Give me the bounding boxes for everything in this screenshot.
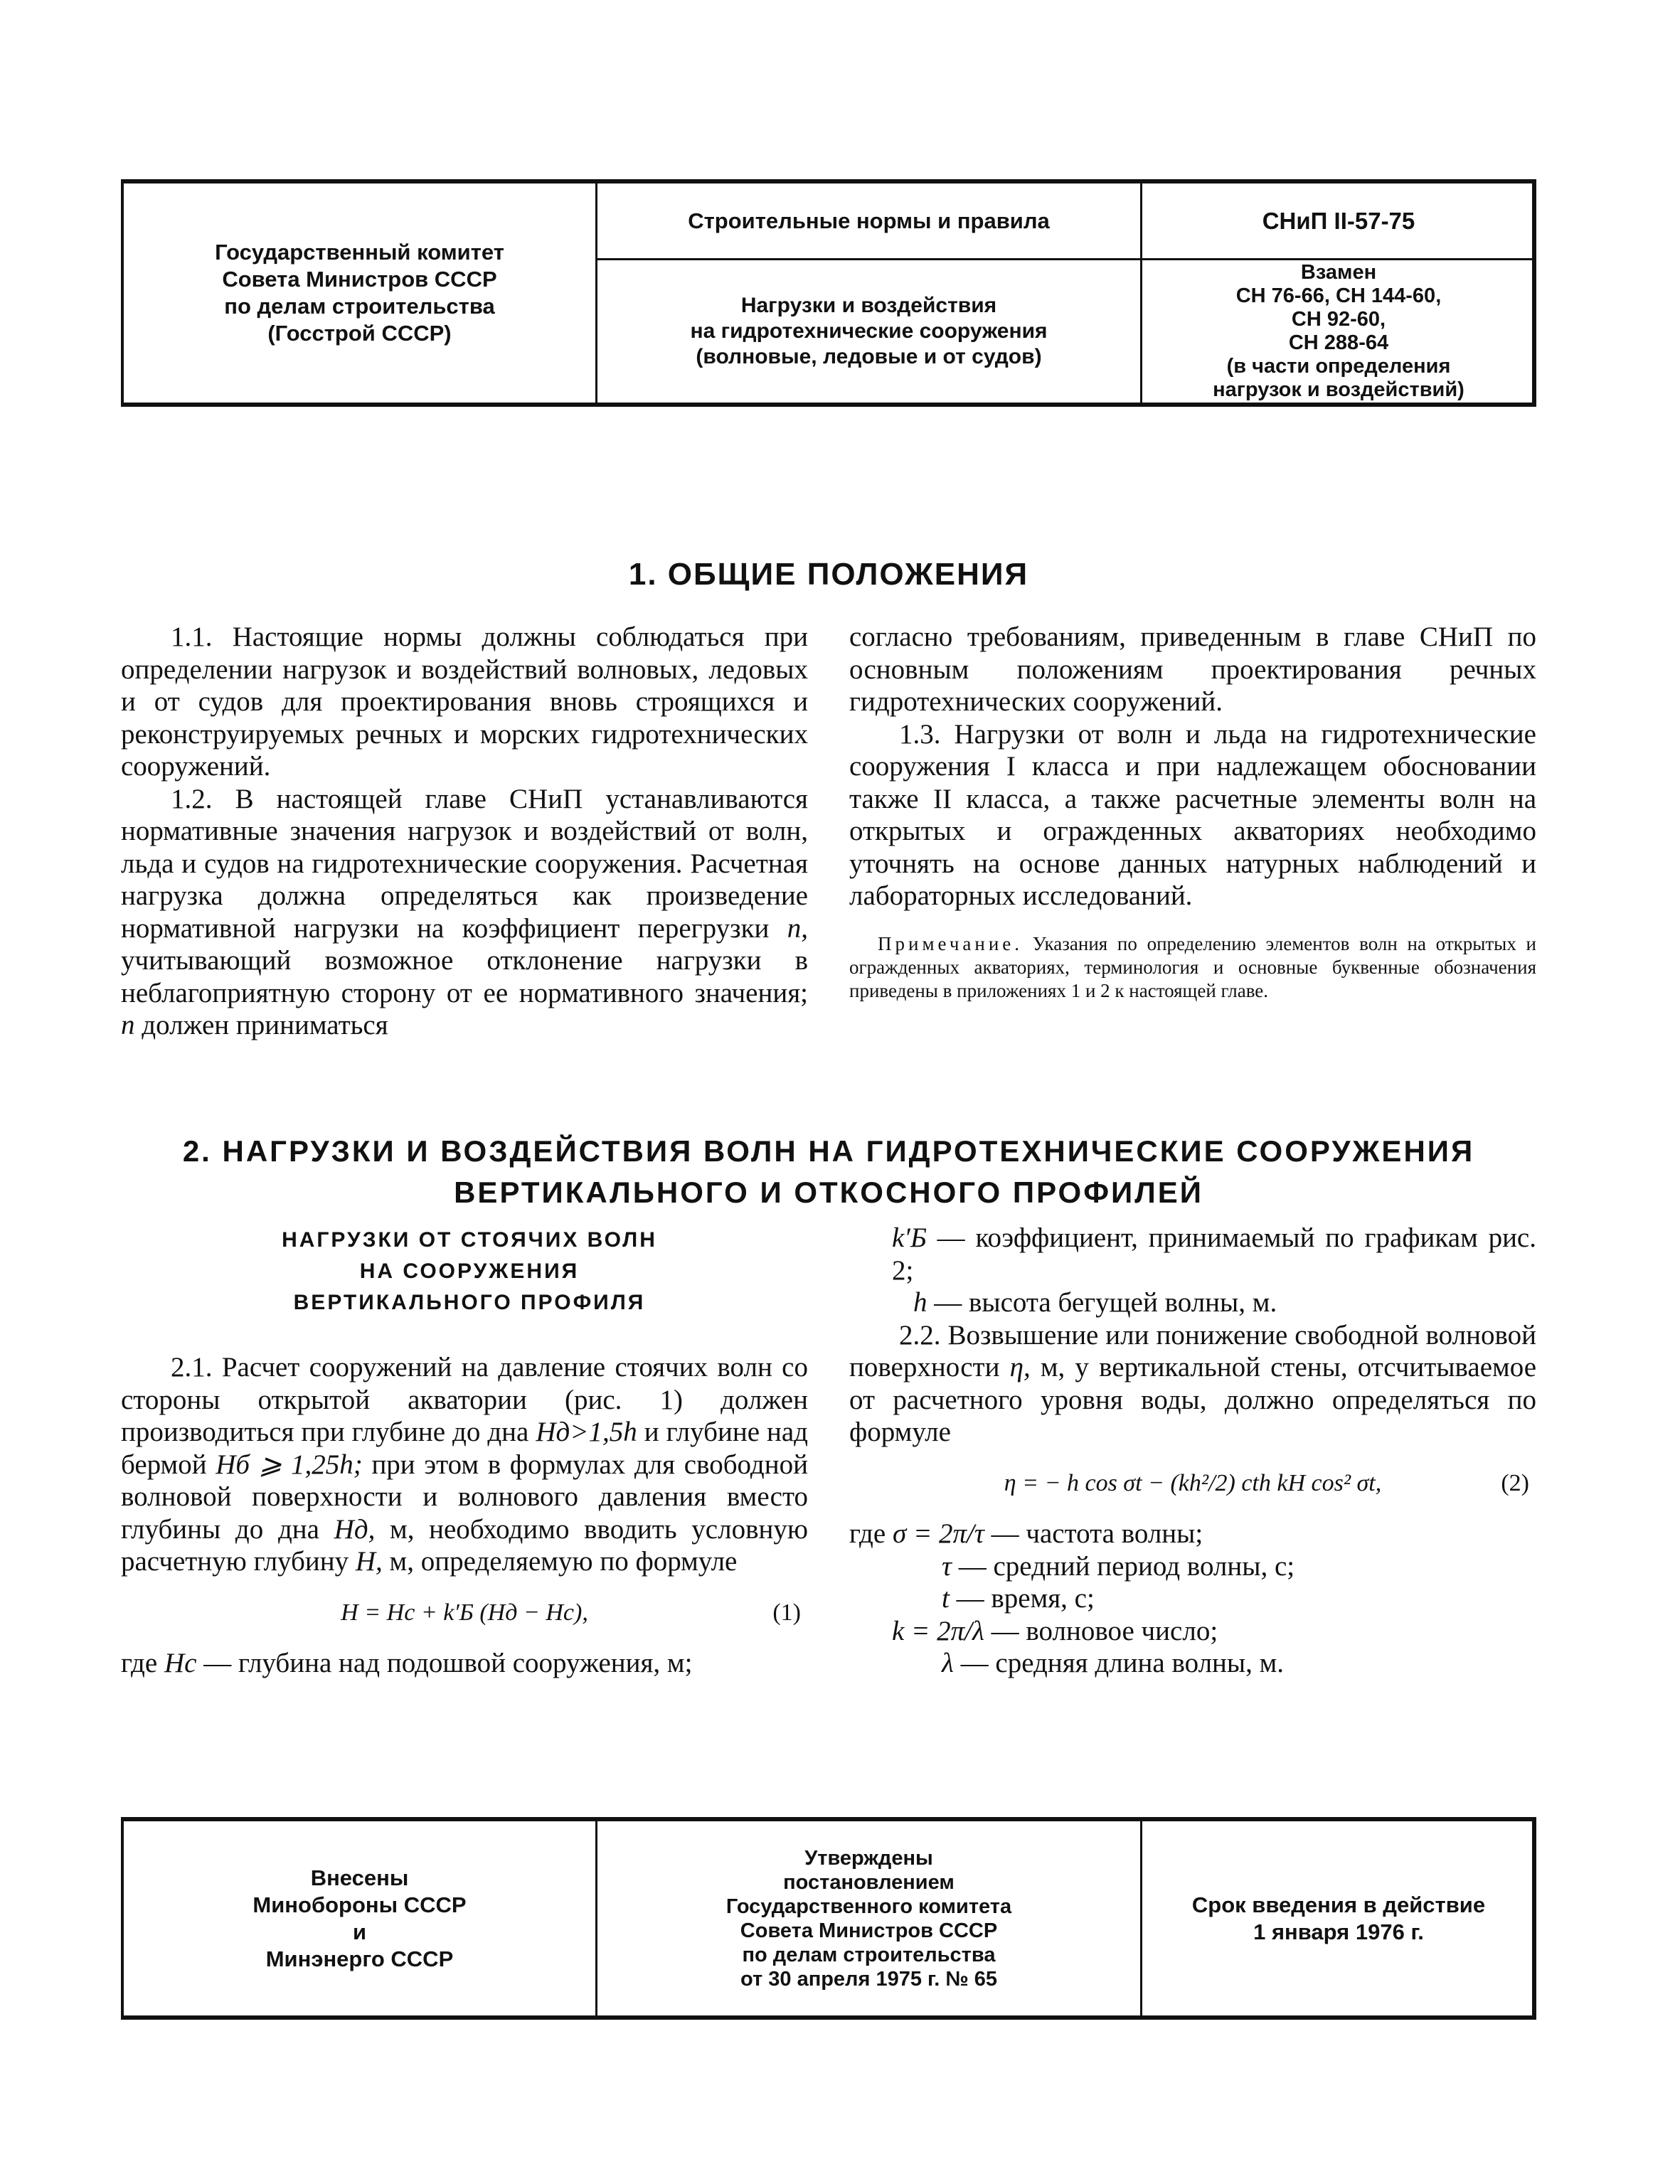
formula-2-number: (2) (1501, 1469, 1529, 1496)
paragraph-2-1-part-d: м, необходимо вводить условную расчетную глубину (121, 1513, 808, 1577)
submitted-cell: Внесены Минобороны СССР и Минэнерго СССР (124, 1821, 597, 2015)
category-cell: Строительные нормы и правила (597, 183, 1142, 260)
code-cell: СНиП II-57-75 (1142, 183, 1535, 260)
definition-lambda (849, 1647, 1536, 1680)
formula-1 (121, 1597, 808, 1629)
definition-k (849, 1615, 1536, 1648)
definition-k-text: — волновое число; (991, 1615, 1218, 1646)
definition-h (849, 1287, 1536, 1319)
symbol-hc: Hс (164, 1648, 197, 1678)
symbol-lambda: λ (942, 1648, 954, 1678)
paragraph-1-2-part-a: 1.2. В настоящей главе СНиП устанавливаются нормативные значения нагрузок и воздействий от волн, льда и судов на гидротехнические сооружения. Расчетная нагрузка должна определяться как произведение нормативной нагрузки на коэффициент перегрузки (121, 783, 808, 944)
committee-cell: Государственный комитет Совета Министров СССР по делам строительства (Госстрой СССР) (124, 183, 597, 403)
symbol-sigma: σ = 2π/τ (892, 1518, 984, 1549)
paragraph-1-2-part-c: должен приниматься (142, 1010, 388, 1040)
definition-hc (121, 1647, 808, 1680)
formula-2 (849, 1467, 1536, 1500)
symbol-n: n (121, 1010, 135, 1040)
condition-depth: Hд>1,5h (536, 1417, 637, 1447)
condition-berm: Hб ⩾ 1,25h; (216, 1449, 363, 1480)
definition-kb-text: — коэффициент, принимаемый по графикам рис. 2; (892, 1222, 1536, 1286)
paragraph-2-2 (849, 1319, 1536, 1449)
replaces-cell: Взамен СН 76-66, СН 144-60, СН 92-60, СН 288-64 (в части определения нагрузок и воздействий) (1213, 261, 1464, 401)
title-cell: Нагрузки и воздействия на гидротехнические сооружения (волновые, ледовые и от судов) (597, 260, 1142, 403)
definition-lambda-text: — средняя длина волны, м. (960, 1648, 1285, 1678)
paragraph-2-1 (121, 1351, 808, 1578)
symbol-n: n, (787, 912, 809, 944)
subsection-heading: НАГРУЗКИ ОТ СТОЯЧИХ ВОЛН НА СООРУЖЕНИЯ ВЕРТИКАЛЬНОГО ПРОФИЛЯ (282, 1228, 657, 1314)
definition-h-text: — высота бегущей волны, м. (934, 1287, 1277, 1318)
symbol-hd: Hд, (334, 1513, 376, 1545)
note-label: Примечание. (878, 932, 1024, 954)
footer-table (121, 1817, 1536, 2020)
approved-cell: Утверждены постановлением Государственного комитета Совета Министров СССР по делам строительства от 30 апреля 1975 г. № 65 (597, 1821, 1142, 2015)
formula-2-expression: η = − h cos σt − (kh²/2) cth kH cos² σt, (1004, 1469, 1382, 1496)
paragraph-1-2-continued: согласно требованиям, приведенным в главе СНиП по основным положениям проектирования речных гидротехнических сооружений. (849, 622, 1536, 717)
paragraph-2-2-part-a: 2.2. Возвышение или понижение свободной волновой поверхности (849, 1319, 1536, 1383)
paragraph-2-1-part-e: м, определяемую по формуле (389, 1546, 738, 1577)
symbol-tau: τ (942, 1550, 952, 1582)
header-table (121, 179, 1536, 407)
paragraph-1-3: 1.3. Нагрузки от волн и льда на гидротехнические сооружения I класса и при надлежащем обосновании также II класса, а также расчетные элементы волн на открытых и огражденных акваториях необходимо уточнять на основе данных натурных наблюдений и лабораторных исследований. (849, 718, 1536, 911)
section2-heading-line1: 2. НАГРУЗКИ И ВОЗДЕЙСТВИЯ ВОЛН НА ГИДРОТЕХНИЧЕСКИЕ СООРУЖЕНИЯ (182, 1134, 1475, 1168)
definition-hc-text: — глубина над подошвой сооружения, м; (203, 1648, 693, 1678)
symbol-h: H, (355, 1546, 383, 1577)
section2-heading-line2: ВЕРТИКАЛЬНОГО И ОТКОСНОГО ПРОФИЛЕЙ (454, 1176, 1203, 1209)
definition-tau-text: — средний период волны, с; (958, 1550, 1295, 1582)
where-label: где (849, 1518, 886, 1549)
definition-sigma (849, 1518, 1536, 1550)
paragraph-1-2 (121, 783, 808, 1042)
symbol-h-wave: h (913, 1287, 927, 1318)
definition-t (849, 1582, 1536, 1615)
symbol-t: t (942, 1583, 950, 1614)
section1-left-column (121, 621, 808, 1042)
paragraph-2-2-part-b: м, у вертикальной стены, отсчитываемое от расчетного уровня воды, должно определяться по формуле (849, 1352, 1537, 1447)
symbol-eta: η, (1009, 1352, 1031, 1383)
section1-heading: 1. ОБЩИЕ ПОЛОЖЕНИЯ (628, 557, 1029, 592)
where-label: где (121, 1648, 158, 1678)
formula-1-number: (1) (772, 1599, 801, 1626)
paragraph-2-1-part-a: 2.1. Расчет сооружений на давление стоячих волн со стороны открытой акватории (рис. 1) должен производиться при глубине до дна (121, 1352, 808, 1447)
section2-right-column (849, 1222, 1536, 1680)
effective-date-cell: Срок введения в действие 1 января 1976 г. (1191, 1892, 1486, 1944)
definition-kb (849, 1222, 1536, 1287)
paragraph-1-1: 1.1. Настоящие нормы должны соблюдаться при определении нагрузок и воздействий волновых, ледовых и от судов для проектирования вновь строящихся и реконструируемых речных и морских гидротехнических сооружений. (121, 622, 808, 782)
paragraph-1-2-part-b: учитывающий возможное отклонение нагрузки в неблагоприятную сторону от ее нормативного значения; (121, 945, 808, 1008)
section2-heading (121, 1131, 1536, 1213)
note-text: Указания по определению элементов волн на открытых и огражденных акваториях, терминология и основные буквенные обозначения приведены в приложениях 1 и 2 к настоящей главе. (849, 932, 1536, 1001)
note (849, 932, 1536, 1003)
definition-sigma-text: — частота волны; (991, 1518, 1203, 1549)
section2-left-column (121, 1351, 808, 1680)
formula-1-expression: H = Hс + k′Б (Hд − Hс), (341, 1599, 588, 1626)
paragraph-2-1-part-c: при этом в формулах для свободной волновой поверхности и волнового давления вместо глубины до дна (121, 1449, 808, 1545)
section1-right-column (849, 621, 1536, 1003)
definition-tau (849, 1550, 1536, 1583)
definition-t-text: — время, с; (956, 1583, 1095, 1614)
symbol-kb: k′Б (892, 1222, 927, 1253)
paragraph-2-1-part-b: и глубине над бермой (121, 1417, 809, 1480)
symbol-k: k = 2π/λ (892, 1615, 984, 1646)
